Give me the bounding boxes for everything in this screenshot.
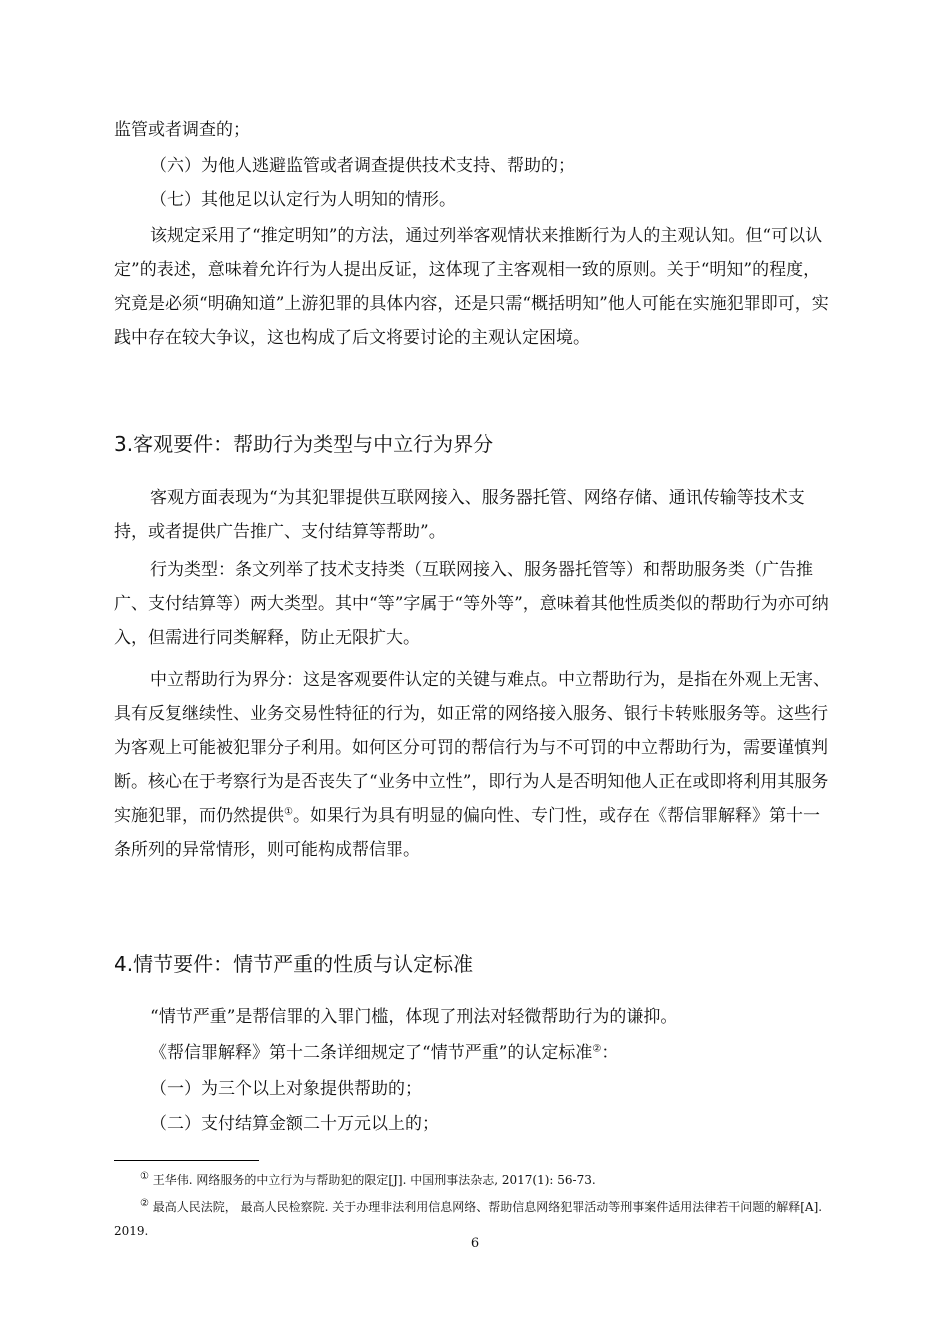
footnote-text-2: 最高人民法院， 最高人民检察院. 关于办理非法利用信息网络、帮助信息网络犯罪活动等刑事案件适用法律若干问题的解释[A]. 2019.	[114, 1200, 823, 1238]
paragraph-serious-circumstances: “情节严重”是帮信罪的入罪门槛，体现了刑法对轻微帮助行为的谦抑。	[150, 1007, 678, 1027]
footnote-ref-1: ①	[284, 806, 293, 818]
section-heading-3: 3.客观要件：帮助行为类型与中立行为界分	[114, 432, 494, 456]
page-number: 6	[470, 1236, 480, 1251]
list-item-1: （一）为三个以上对象提供帮助的；	[150, 1079, 422, 1099]
footnote-ref-2: ②	[592, 1043, 602, 1055]
paragraph-continuation: 监管或者调查的；	[114, 120, 250, 140]
paragraph-neutral-help	[114, 663, 836, 867]
footnote-divider	[114, 1160, 259, 1161]
paragraph-neutral-help-text: 中立帮助行为界分：这是客观要件认定的关键与难点。中立帮助行为，是指在外观上无害、具有反复继续性、业务交易性特征的行为，如正常的网络接入服务、银行卡转账服务等。这些行为客观上可能被犯罪分子利用。如何区分可罚的帮信行为与不可罚的中立帮助行为，需要谨慎判断。核心在于考察行为是否丧失了“业务中立性”，即行为人是否明知他人正在或即将利用其服务实施犯罪，而仍然提供	[114, 670, 830, 826]
list-item-6: （六）为他人逃避监管或者调查提供技术支持、帮助的；	[150, 156, 575, 176]
paragraph-neutral-help-text-end: 。如果行为具有明显的偏向性、专门性，或存在《帮信罪解释》第十一条所列的异常情形，则可能构成帮信罪。	[114, 806, 820, 860]
paragraph-presumed-knowledge: 该规定采用了“推定明知”的方法，通过列举客观情状来推断行为人的主观认知。但“可以认定”的表述，意味着允许行为人提出反证，这体现了主客观相一致的原则。关于“明知”的程度，究竟是必须“明确知道”上游犯罪的具体内容，还是只需“概括明知”他人可能在实施犯罪即可，实践中存在较大争议，这也构成了后文将要讨论的主观认定困境。	[114, 226, 829, 348]
paragraph-article-12-text: 《帮信罪解释》第十二条详细规定了“情节严重”的认定标准	[150, 1043, 593, 1063]
footnote-text-1: 王华伟. 网络服务的中立行为与帮助犯的限定[J]. 中国刑事法杂志, 2017(1): 56-73.	[152, 1173, 596, 1187]
section-heading-4: 4.情节要件：情节严重的性质与认定标准	[114, 952, 474, 976]
paragraph-article-12-colon: ：	[601, 1043, 619, 1063]
footnote-mark-1: ①	[140, 1171, 149, 1182]
list-item-7: （七）其他足以认定行为人明知的情形。	[150, 190, 456, 210]
footnote-mark-2: ②	[140, 1198, 149, 1209]
footnote-1	[114, 1168, 836, 1192]
list-item-2: （二）支付结算金额二十万元以上的；	[150, 1114, 439, 1134]
paragraph-objective-element: 客观方面表现为“为其犯罪提供互联网接入、服务器托管、网络存储、通讯传输等技术支持，或者提供广告推广、支付结算等帮助”。	[114, 488, 805, 542]
paragraph-interpretation-article-12	[114, 1036, 836, 1070]
paragraph-behavior-types: 行为类型：条文列举了技术支持类（互联网接入、服务器托管等）和帮助服务类（广告推广、支付结算等）两大类型。其中“等”字属于“等外等”，意味着其他性质类似的帮助行为亦可纳入，但需进行同类解释，防止无限扩大。	[114, 560, 829, 648]
